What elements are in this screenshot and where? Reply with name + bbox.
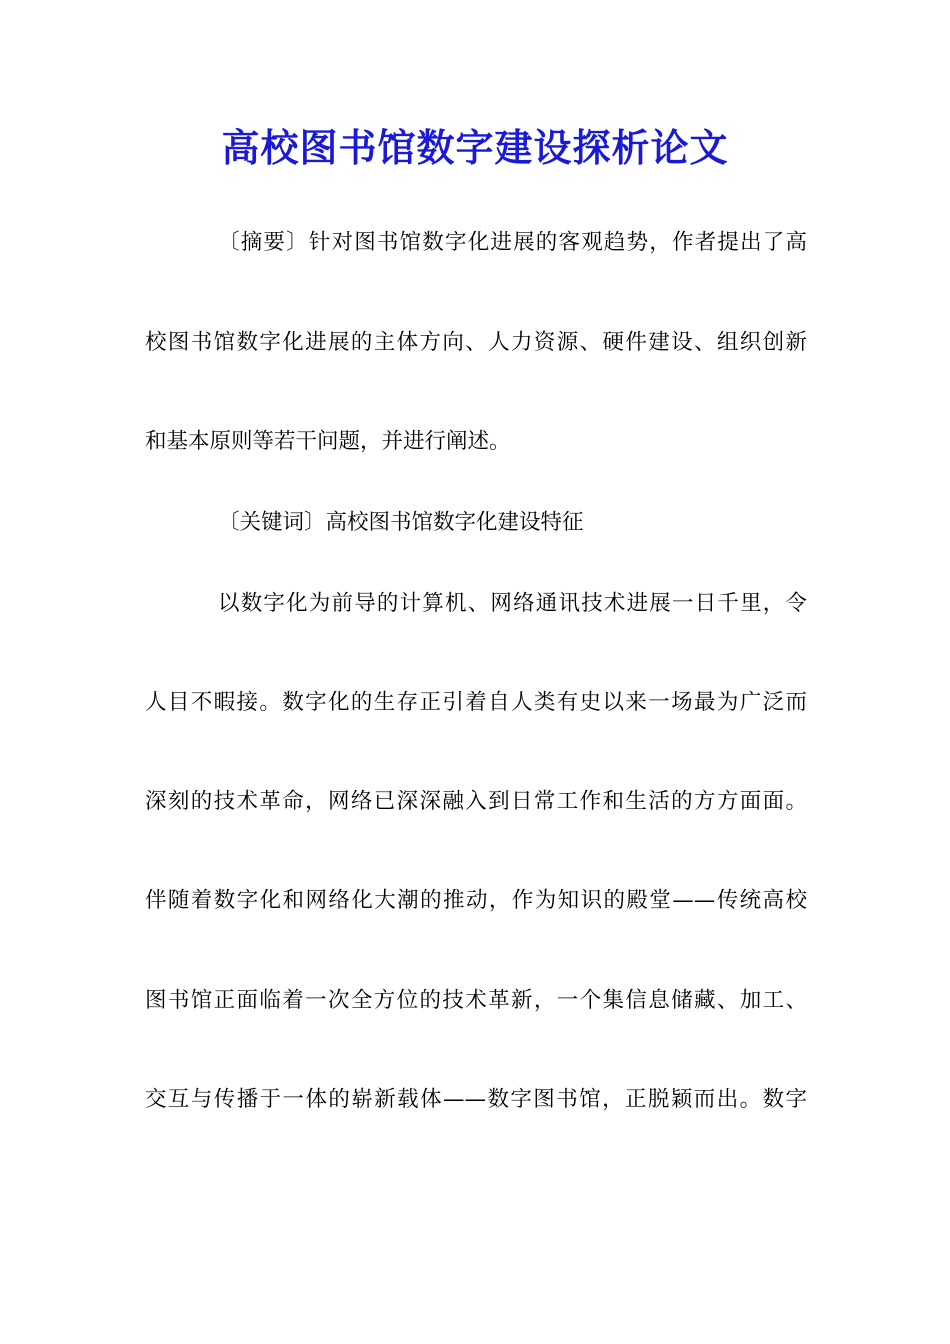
abstract-line-3: 和基本原则等若干问题，并进行阐述。	[145, 429, 511, 454]
body-line-6: 交互与传播于一体的崭新载体——数字图书馆，正脱颖而出。数字	[145, 1087, 807, 1112]
body-line-3: 深刻的技术革命，网络已深深融入到日常工作和生活的方方面面。	[145, 789, 807, 814]
abstract-line-2: 校图书馆数字化进展的主体方向、人力资源、硬件建设、组织创新	[145, 330, 807, 355]
body-line-5: 图书馆正面临着一次全方位的技术革新，一个集信息储藏、加工、	[145, 988, 807, 1013]
body-line-1: 以数字化为前导的计算机、网络通讯技术进展一日千里，令	[218, 591, 807, 616]
body-line-4: 伴随着数字化和网络化大潮的推动，作为知识的殿堂——传统高校	[145, 888, 807, 913]
keywords-line: 〔关键词〕高校图书馆数字化建设特征	[218, 510, 584, 535]
abstract-line-1: 〔摘要〕针对图书馆数字化进展的客观趋势，作者提出了高	[218, 230, 807, 255]
body-line-2: 人目不暇接。数字化的生存正引着自人类有史以来一场最为广泛而	[145, 690, 807, 715]
page-title: 高校图书馆数字建设探析论文	[221, 125, 729, 170]
